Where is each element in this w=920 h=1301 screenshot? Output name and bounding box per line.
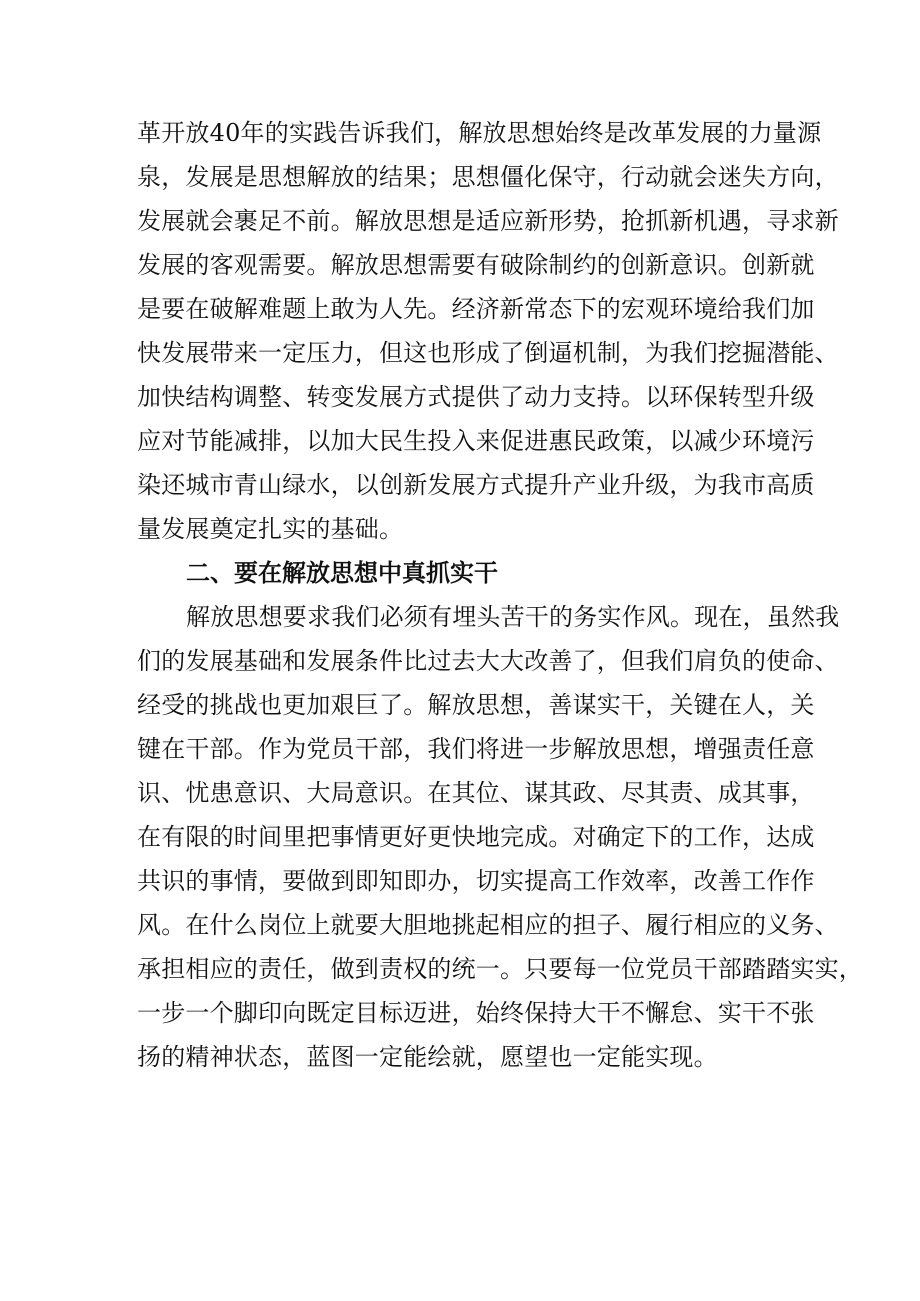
paragraph-1-line-9: 染还城市青山绿水，以创新发展方式提升产业升级，为我市高质 — [137, 471, 815, 499]
paragraph-1-line-4: 发展的客观需要。解放思想需要有破除制约的创新意识。创新就 — [137, 251, 815, 279]
paragraph-1-line-5: 是要在破解难题上敢为人先。经济新常态下的宏观环境给我们加 — [137, 295, 815, 323]
paragraph-1-line-6: 快发展带来一定压力，但这也形成了倒逼机制，为我们挖掘潜能、 — [137, 339, 839, 367]
paragraph-2-line-1: 解放思想要求我们必须有埋头苦干的务实作风。现在，虽然我 — [186, 603, 840, 631]
paragraph-2-line-11: 扬的精神状态，蓝图一定能绘就，愿望也一定能实现。 — [137, 1043, 718, 1071]
paragraph-2-line-8: 风。在什么岗位上就要大胆地挑起相应的担子、履行相应的义务、 — [137, 911, 839, 939]
paragraph-2-line-6: 在有限的时间里把事情更好更快地完成。对确定下的工作，达成 — [137, 823, 815, 851]
paragraph-2-line-2: 们的发展基础和发展条件比过去大大改善了，但我们肩负的使命、 — [137, 647, 839, 675]
paragraph-2-line-5: 识、忧患意识、大局意识。在其位、谋其政、尽其责、成其事， — [137, 779, 815, 807]
paragraph-1-line-1: 革开放40年的实践告诉我们，解放思想始终是改革发展的力量源 — [137, 119, 822, 147]
paragraph-1-line-2: 泉，发展是思想解放的结果；思想僵化保守，行动就会迷失方向， — [137, 163, 839, 191]
paragraph-1-line-3: 发展就会裹足不前。解放思想是适应新形势，抢抓新机遇，寻求新 — [137, 207, 839, 235]
paragraph-1-line-10: 量发展奠定扎实的基础。 — [137, 515, 404, 543]
paragraph-2-line-4: 键在干部。作为党员干部，我们将进一步解放思想，增强责任意 — [137, 735, 815, 763]
section-heading: 二、要在解放思想中真抓实干 — [186, 559, 498, 587]
paragraph-2-line-7: 共识的事情，要做到即知即办，切实提高工作效率，改善工作作 — [137, 867, 815, 895]
paragraph-2-line-9: 承担相应的责任，做到责权的统一。只要每一位党员干部踏踏实实， — [137, 955, 863, 983]
paragraph-2-line-3: 经受的挑战也更加艰巨了。解放思想，善谋实干，关键在人，关 — [137, 691, 815, 719]
paragraph-2-line-10: 一步一个脚印向既定目标迈进，始终保持大干不懈怠、实干不张 — [137, 999, 815, 1027]
paragraph-1-line-7: 加快结构调整、转变发展方式提供了动力支持。以环保转型升级 — [137, 383, 815, 411]
paragraph-1-line-8: 应对节能减排，以加大民生投入来促进惠民政策，以减少环境污 — [137, 427, 815, 455]
